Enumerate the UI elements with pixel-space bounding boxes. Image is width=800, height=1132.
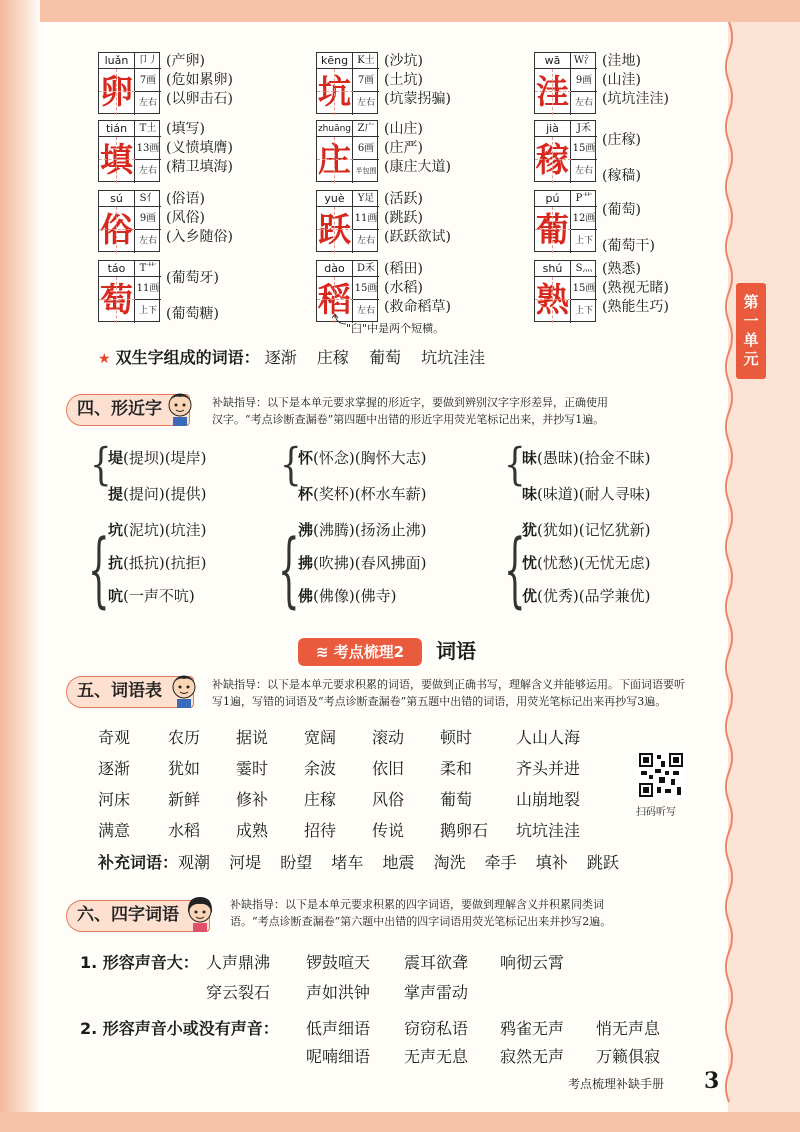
near-form-row: [522, 553, 650, 573]
stroke-count: 7画: [135, 69, 161, 92]
unit-side-tab: [736, 283, 766, 379]
pinyin: shú: [535, 261, 571, 277]
radical: K土: [353, 53, 379, 69]
supplement-word: 河堤: [229, 853, 262, 872]
hanzi: 稼: [535, 137, 571, 183]
word: (庄严): [384, 140, 423, 156]
word: (填写): [166, 121, 205, 137]
stroke-count: 9画: [571, 69, 597, 92]
near-form-char: 堤: [108, 449, 124, 467]
brace: {: [88, 522, 110, 619]
pinyin: pú: [535, 191, 571, 207]
idiom: 掌声雷动: [404, 983, 469, 1002]
idiom-category-label: 1. 形容声音大：: [80, 953, 199, 972]
banner-word: 词语: [436, 639, 476, 663]
card-words: [166, 120, 233, 177]
vocab-word: 滚动: [372, 728, 405, 747]
hanzi: 洼: [535, 69, 571, 115]
word: (坑坑洼洼): [602, 91, 669, 107]
radical: 卩丿: [135, 53, 161, 69]
radical: Z广: [353, 121, 379, 137]
supplement-words: [98, 850, 619, 873]
word: (熟视无睹): [602, 280, 669, 296]
stroke-count: 11画: [135, 277, 161, 300]
near-form-words: (佛像)(佛寺): [313, 587, 397, 605]
vocab-word: 修补: [236, 790, 269, 809]
near-form-char: 怀: [298, 449, 314, 467]
hanzi: 跃: [317, 207, 353, 253]
vocab-word: 犹如: [168, 759, 201, 778]
card-words: [166, 52, 233, 109]
vocab-word: 鹅卵石: [440, 821, 489, 840]
word: (稻田): [384, 261, 423, 277]
hanzi: 萄: [99, 277, 135, 323]
idiom: 无声无息: [404, 1047, 469, 1066]
vocab-word: 招待: [304, 821, 337, 840]
banner-label: 考点梳理2: [333, 643, 405, 661]
near-form-words: (怀念)(胸怀大志): [313, 449, 427, 467]
two-char-word: 庄稼: [316, 348, 349, 367]
structure: 左右: [356, 98, 375, 108]
structure: 左右: [138, 98, 157, 108]
card-words: [602, 200, 655, 256]
section-guide: [212, 394, 722, 428]
side-tab-char: 元: [743, 350, 759, 368]
near-form-char: 犹: [522, 521, 538, 539]
idiom: 锣鼓喧天: [306, 953, 371, 972]
char-card-wa: [534, 52, 596, 114]
char-card-su: [98, 190, 160, 252]
word: (水稻): [384, 280, 423, 296]
page-edge-left: [0, 0, 40, 1132]
near-form-row: [108, 586, 195, 606]
near-form-char: 佛: [298, 587, 314, 605]
pinyin: táo: [99, 261, 135, 277]
near-form-words: (泥坑)(坑洼): [123, 521, 207, 539]
near-form-words: (吹拂)(春风拂面): [313, 554, 427, 572]
stroke-count: 11画: [353, 207, 379, 230]
near-form-row: [108, 553, 206, 573]
idiom: 呢喃细语: [306, 1047, 371, 1066]
card-words: [602, 260, 669, 317]
char-card-yue: [316, 190, 378, 252]
word: (跳跃): [384, 210, 423, 226]
word: (沙坑): [384, 53, 423, 69]
char-card-tao: [98, 260, 160, 322]
near-form-words: (优秀)(品学兼优): [537, 587, 651, 605]
word: (救命稻草): [384, 299, 451, 315]
near-form-row: [108, 484, 206, 504]
card-words: [602, 52, 669, 109]
hanzi: 庄: [317, 137, 353, 183]
guide-line: 补缺指导：以下是本单元要求积累的四字词语，要做到理解含义并积累同类词: [230, 898, 604, 911]
two-char-word: 逐渐: [264, 348, 297, 367]
pinyin: jià: [535, 121, 571, 137]
near-form-row: [298, 586, 396, 606]
section-guide: [230, 896, 724, 930]
card-words: [384, 260, 451, 317]
word: (产卵): [166, 53, 205, 69]
stroke-count: 13画: [135, 137, 161, 160]
near-form-char: 忧: [522, 554, 538, 572]
near-form-row: [298, 484, 426, 504]
near-form-words: (提坝)(堤岸): [123, 449, 207, 467]
structure: 左右: [138, 236, 157, 246]
word: (风俗): [166, 210, 205, 226]
right-margin-band: [728, 22, 800, 1112]
near-form-row: [522, 448, 650, 468]
section-header-vocab: [66, 676, 194, 708]
supplement-word: 观潮: [178, 853, 211, 872]
supplement-label: 补充词语：: [98, 853, 179, 872]
word: (葡萄): [602, 202, 641, 218]
near-form-words: (犹如)(记忆犹新): [537, 521, 651, 539]
stroke-count: 7画: [353, 69, 379, 92]
near-form-char: 拂: [298, 554, 314, 572]
word: (入乡随俗): [166, 229, 233, 245]
card-words: [602, 130, 641, 186]
hanzi: 稻: [317, 277, 353, 323]
pinyin: yuè: [317, 191, 353, 207]
radical: Y足: [353, 191, 379, 207]
near-form-words: (一声不吭): [123, 587, 195, 605]
two-char-word: 坑坑洼洼: [421, 348, 486, 367]
word: (葡萄干): [602, 238, 655, 254]
stroke-count: 15画: [571, 277, 597, 300]
vocab-word: 柔和: [440, 759, 473, 778]
idiom: 低声细语: [306, 1019, 371, 1038]
vocab-word: 山崩地裂: [516, 790, 581, 809]
section-header-idioms: [66, 900, 210, 932]
pinyin: dào: [317, 261, 353, 277]
structure: 左右: [138, 166, 157, 176]
near-form-row: [522, 520, 650, 540]
vocab-word: 成熟: [236, 821, 269, 840]
vocab-word: 齐头并进: [516, 759, 581, 778]
guide-line: 补缺指导：以下是本单元要求积累的词语，要做到正确书写，理解含义并能够运用。下面词语要听: [212, 678, 685, 691]
card-words: [166, 190, 233, 247]
pinyin: kēng: [317, 53, 353, 69]
vocab-word: 霎时: [236, 759, 269, 778]
near-form-words: (抵抗)(抗拒): [123, 554, 207, 572]
near-form-char: 吭: [108, 587, 124, 605]
near-form-row: [298, 520, 426, 540]
char-card-jia: [534, 120, 596, 182]
vocab-word: 新鲜: [168, 790, 201, 809]
word: (跃跃欲试): [384, 229, 451, 245]
near-form-row: [522, 586, 650, 606]
near-form-words: (沸腾)(扬汤止沸): [313, 521, 427, 539]
near-form-words: (提问)(提供): [123, 485, 207, 503]
near-form-char: 味: [522, 485, 538, 503]
vocab-word: 传说: [372, 821, 405, 840]
near-form-char: 优: [522, 587, 538, 605]
char-card-zhuang: [316, 120, 378, 182]
structure: 左右: [574, 98, 593, 108]
idiom-category-label: 2. 形容声音小或没有声音：: [80, 1019, 279, 1038]
idiom: 寂然无声: [500, 1047, 565, 1066]
brace: {: [504, 439, 526, 491]
radical: J禾: [571, 121, 597, 137]
near-form-row: [108, 520, 206, 540]
page-edge-bottom: [0, 1112, 800, 1132]
radical: W氵: [571, 53, 597, 69]
word: (庄稼): [602, 132, 641, 148]
vocab-word: 宽阔: [304, 728, 337, 747]
word: (以卵击石): [166, 91, 233, 107]
vocab-word: 满意: [98, 821, 131, 840]
section-title: 六、四字词语: [77, 905, 179, 925]
near-form-row: [522, 484, 650, 504]
near-form-words: (奖杯)(杯水车薪): [313, 485, 427, 503]
word: (坑蒙拐骗): [384, 91, 451, 107]
vocab-word: 余波: [304, 759, 337, 778]
structure: 上下: [574, 306, 593, 316]
pinyin: sú: [99, 191, 135, 207]
guide-line: 补缺指导：以下是本单元要求掌握的形近字，要做到辨别汉字字形差异，正确使用: [212, 396, 608, 409]
word: (康庄大道): [384, 159, 451, 175]
word: (危如累卵): [166, 72, 233, 88]
section-header-near-form: [66, 394, 190, 426]
stroke-note: "臼"中是两个短横。: [346, 322, 445, 335]
supplement-word: 盼望: [280, 853, 313, 872]
structure: 上下: [574, 236, 593, 246]
vocab-word: 风俗: [372, 790, 405, 809]
supplement-word: 淘洗: [433, 853, 466, 872]
char-card-shu: [534, 260, 596, 322]
pinyin: luǎn: [99, 53, 135, 69]
near-form-row: [298, 448, 426, 468]
qr-label: 扫码听写: [636, 807, 676, 818]
radical: S亻: [135, 191, 161, 207]
idiom: 响彻云霄: [500, 953, 565, 972]
guide-line: 汉字。“考点诊断查漏卷”第四题中出错的形近字用荧光笔标记出来，并抄写1遍。: [212, 413, 605, 426]
brace: {: [280, 439, 302, 491]
vocab-word: 河床: [98, 790, 131, 809]
section-title: 五、词语表: [77, 681, 162, 701]
pinyin: tián: [99, 121, 135, 137]
wavy-border: [722, 22, 736, 1112]
char-card-tian: [98, 120, 160, 182]
brace: {: [90, 439, 112, 491]
idiom: 鸦雀无声: [500, 1019, 565, 1038]
two-char-word: 葡萄: [368, 348, 401, 367]
near-form-words: (愚昧)(拾金不昧): [537, 449, 651, 467]
idiom: 震耳欲聋: [404, 953, 469, 972]
card-words: [166, 268, 219, 324]
vocab-word: 依旧: [372, 759, 405, 778]
structure: 上下: [138, 306, 157, 316]
radical: P艹: [571, 191, 597, 207]
vocab-word: 逐渐: [98, 759, 131, 778]
hanzi: 卵: [99, 69, 135, 115]
cartoon-boy-icon: [165, 387, 195, 427]
idiom: 声如洪钟: [306, 983, 371, 1002]
section-banner: ≋ 考点梳理2: [298, 638, 422, 666]
structure: 左右: [356, 236, 375, 246]
supplement-word: 地震: [382, 853, 415, 872]
word: (俗语): [166, 191, 205, 207]
word: (熟能生巧): [602, 299, 669, 315]
qr-code-icon[interactable]: [637, 751, 685, 799]
near-form-row: [108, 448, 206, 468]
radical: T艹: [135, 261, 161, 277]
supplement-word: 堵车: [331, 853, 364, 872]
stroke-count: 15画: [353, 277, 379, 300]
brace: {: [278, 522, 300, 619]
word: (精卫填海): [166, 159, 233, 175]
two-char-words: [98, 345, 485, 368]
stroke-count: 15画: [571, 137, 597, 160]
star-icon: ★: [98, 351, 111, 367]
cartoon-boy-icon: [169, 669, 199, 709]
near-form-row: [298, 553, 426, 573]
char-card-pu: [534, 190, 596, 252]
vocab-word: 水稻: [168, 821, 201, 840]
brace: {: [504, 522, 526, 619]
supplement-word: 跳跃: [586, 853, 619, 872]
char-card-keng: [316, 52, 378, 114]
card-words: [384, 190, 451, 247]
pinyin: zhuāng: [317, 121, 353, 137]
word: (熟悉): [602, 261, 641, 277]
supplement-word: 牵手: [484, 853, 517, 872]
pinyin: wā: [535, 53, 571, 69]
section-guide: [212, 676, 722, 710]
vocab-word: 庄稼: [304, 790, 337, 809]
near-form-char: 昧: [522, 449, 538, 467]
vocab-word: 顿时: [440, 728, 473, 747]
char-card-luan: [98, 52, 160, 114]
structure: 左右: [356, 306, 375, 316]
idiom: 万籁俱寂: [596, 1047, 661, 1066]
radical: T土: [135, 121, 161, 137]
near-form-char: 坑: [108, 521, 124, 539]
page-edge-top: [0, 0, 800, 22]
hanzi: 俗: [99, 207, 135, 253]
near-form-char: 抗: [108, 554, 124, 572]
word: (土坑): [384, 72, 423, 88]
word: (葡萄糖): [166, 306, 219, 322]
word: (山洼): [602, 72, 641, 88]
vocab-word: 坑坑洼洼: [516, 821, 581, 840]
word: (葡萄牙): [166, 270, 219, 286]
side-tab-char: 第: [743, 293, 759, 311]
card-words: [384, 120, 451, 177]
structure: 半包围: [355, 167, 377, 175]
near-form-words: (味道)(耐人寻味): [537, 485, 651, 503]
section-title: 四、形近字: [77, 399, 162, 419]
vocab-word: 农历: [168, 728, 201, 747]
near-form-char: 沸: [298, 521, 314, 539]
vocab-word: 据说: [236, 728, 269, 747]
guide-line: 写1遍，写错的词语及“考点诊断查漏卷”第五题中出错的词语，用荧光笔标记出来再抄写3遍。: [212, 695, 667, 708]
word: (义愤填膺): [166, 140, 233, 156]
footer-title: 考点梳理补缺手册: [568, 1077, 665, 1091]
cartoon-girl-icon: [185, 893, 215, 933]
card-words: [384, 52, 451, 109]
side-tab-char: 一: [743, 312, 759, 330]
stroke-count: 6画: [353, 137, 379, 160]
radical: S灬: [571, 261, 597, 277]
idiom: 悄无声息: [596, 1019, 661, 1038]
radical: D禾: [353, 261, 379, 277]
stroke-count: 9画: [135, 207, 161, 230]
idiom: 人声鼎沸: [206, 953, 271, 972]
near-form-words: (忧愁)(无忧无虑): [537, 554, 651, 572]
word: (稼穑): [602, 168, 641, 184]
idiom: 穿云裂石: [206, 983, 271, 1002]
idiom: 窃窃私语: [404, 1019, 469, 1038]
side-tab-char: 单: [743, 331, 759, 349]
two-char-label: 双生字组成的词语：: [115, 348, 260, 367]
word: (洼地): [602, 53, 641, 69]
vocab-word: 葡萄: [440, 790, 473, 809]
word: (山庄): [384, 121, 423, 137]
near-form-char: 杯: [298, 485, 314, 503]
hanzi: 葡: [535, 207, 571, 253]
hanzi: 填: [99, 137, 135, 183]
word: (活跃): [384, 191, 423, 207]
near-form-char: 提: [108, 485, 124, 503]
supplement-word: 填补: [535, 853, 568, 872]
structure: 左右: [574, 166, 593, 176]
vocab-word: 奇观: [98, 728, 131, 747]
stroke-count: 12画: [571, 207, 597, 230]
vocab-word: 人山人海: [516, 728, 581, 747]
hanzi: 熟: [535, 277, 571, 323]
hanzi: 坑: [317, 69, 353, 115]
page-number: 3: [704, 1068, 720, 1094]
guide-line: 语。“考点诊断查漏卷”第六题中出错的四字词语用荧光笔标记出来并抄写2遍。: [230, 915, 612, 928]
